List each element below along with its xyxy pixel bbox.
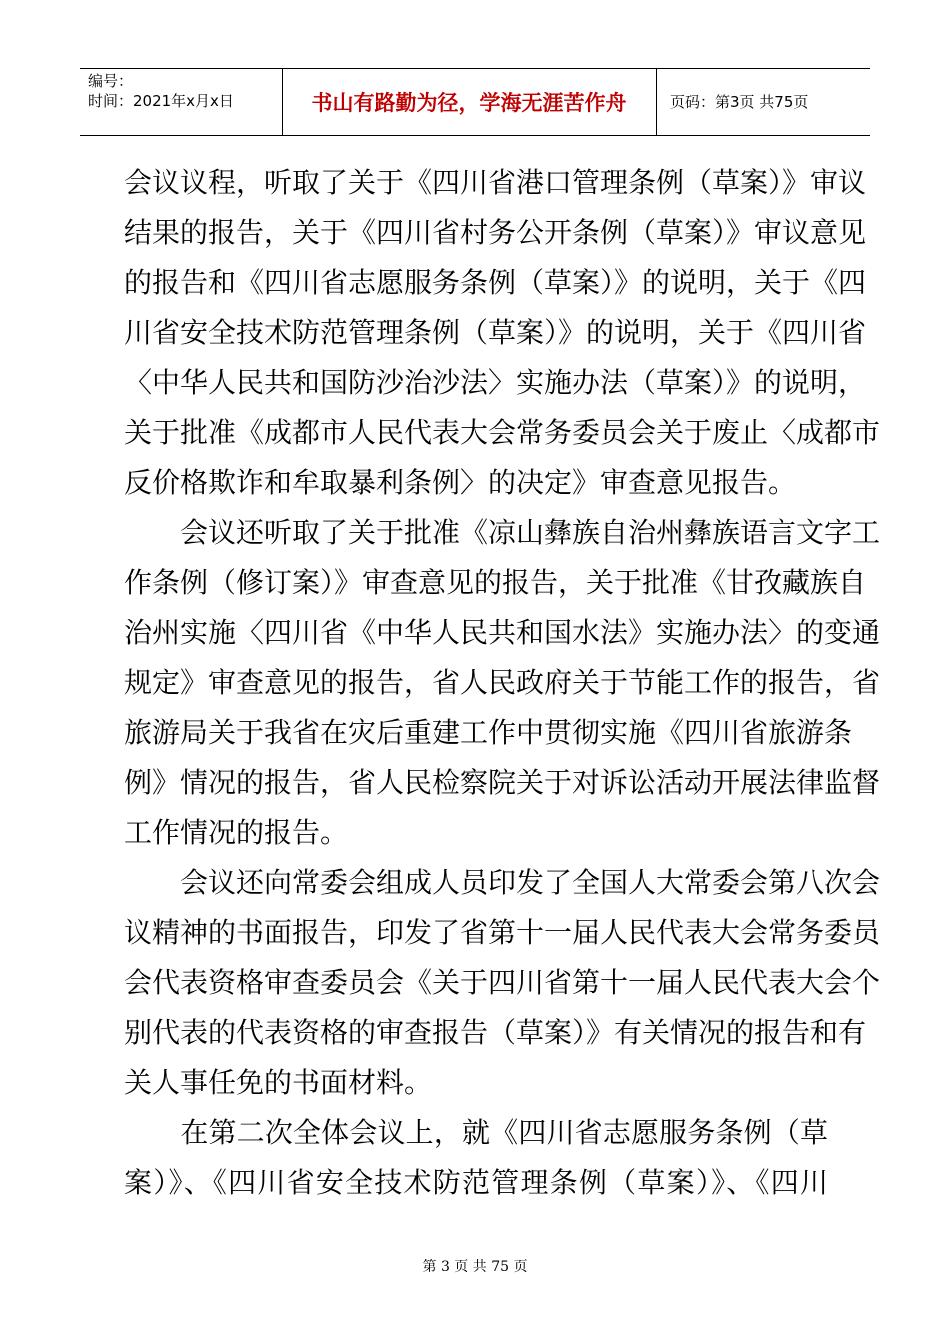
body-line: 作条例（修订案）》审查意见的报告，关于批准《甘孜藏族自	[124, 566, 867, 599]
body-line: 的报告和《四川省志愿服务条例（草案）》的说明，关于《四	[124, 266, 867, 299]
body-line: 别代表的代表资格的审查报告（草案）》有关情况的报告和有	[124, 1016, 867, 1049]
header-motto: 书山有路勤为径，学海无涯苦作舟	[311, 91, 627, 115]
body-line: 会代表资格审查委员会《关于四川省第十一届人民代表大会个	[124, 966, 881, 999]
page-footer: 第 3 页 共 75 页	[422, 1259, 528, 1275]
header-divider-right	[656, 68, 657, 136]
body-line: 反价格欺诈和牟取暴利条例〉的决定》审查意见报告。	[124, 466, 797, 499]
body-line: 治州实施〈四川省《中华人民共和国水法》实施办法〉的变通	[124, 616, 881, 649]
document-number-label: 编号：	[88, 72, 134, 90]
body-line: 会议还向常委会组成人员印发了全国人大常委会第八次会	[124, 866, 881, 899]
body-line: 关于批准《成都市人民代表大会常务委员会关于废止〈成都市	[124, 416, 881, 449]
body-line: 工作情况的报告。	[124, 816, 349, 849]
body-line: 规定》审查意见的报告，省人民政府关于节能工作的报告，省	[124, 666, 881, 699]
body-line: 例》情况的报告，省人民检察院关于对诉讼活动开展法律监督	[124, 766, 881, 799]
body-line: 旅游局关于我省在灾后重建工作中贯彻实施《四川省旅游条	[124, 716, 853, 749]
body-line: 〈中华人民共和国防沙治沙法〉实施办法（草案）》的说明，	[124, 366, 867, 399]
body-line: 川省安全技术防范管理条例（草案）》的说明，关于《四川省	[124, 316, 867, 349]
document-time-label: 时间：2021年x月x日	[88, 92, 234, 110]
header-page-info: 页码：第3页 共75页	[670, 93, 809, 111]
body-line: 议精神的书面报告，印发了省第十一届人民代表大会常务委员	[124, 916, 881, 949]
body-line: 在第二次全体会议上，就《四川省志愿服务条例（草	[124, 1116, 828, 1149]
body-line: 关人事任免的书面材料。	[124, 1066, 433, 1099]
page-header	[80, 68, 870, 136]
header-top-rule	[80, 68, 870, 69]
body-line: 案）》、《四川省安全技术防范管理条例（草案）》、《四川	[124, 1166, 828, 1199]
body-line: 会议议程，听取了关于《四川省港口管理条例（草案）》审议	[124, 166, 867, 199]
body-line: 会议还听取了关于批准《凉山彝族自治州彝族语言文字工	[124, 516, 881, 549]
body-line: 结果的报告，关于《四川省村务公开条例（草案）》审议意见	[124, 216, 867, 249]
header-bottom-rule	[80, 135, 870, 136]
